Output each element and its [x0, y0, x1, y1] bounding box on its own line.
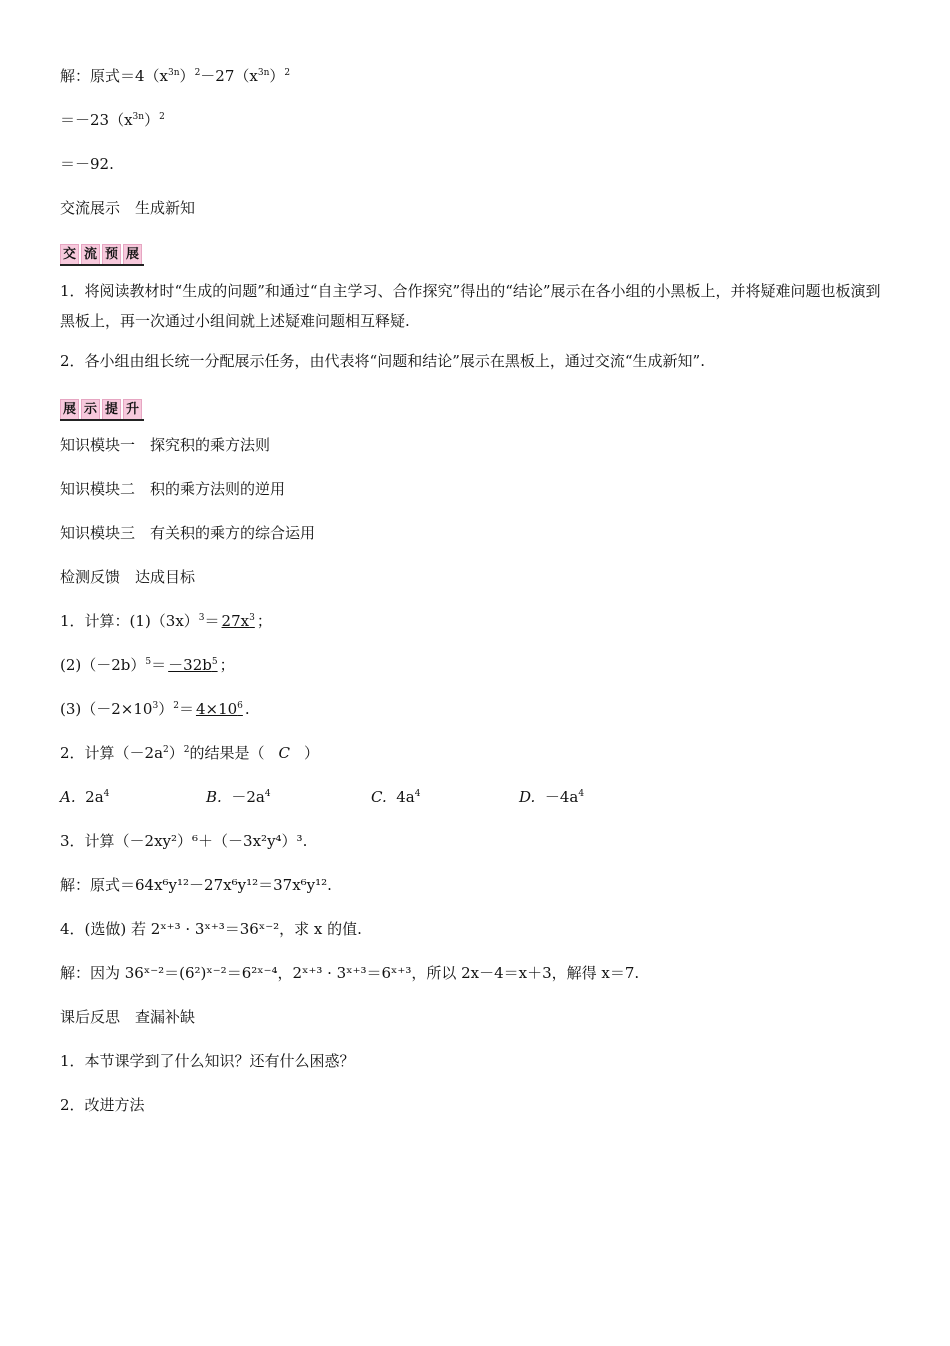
question-4-solution: 解：因为 36ˣ⁻²＝(6²)ˣ⁻²＝6²ˣ⁻⁴，2ˣ⁺³ · 3ˣ⁺³＝6ˣ⁺³，所以 2x－4＝x＋3，解得 x＝7. — [60, 964, 640, 982]
question-1-part-2: $(2)(-2b)^5= -32b^5$ ； — [60, 656, 235, 674]
module-3: 知识模块三 有关积的乘方的综合运用 — [60, 524, 316, 542]
badge-char: 展 — [123, 244, 142, 265]
answer-choice: C — [278, 744, 291, 762]
option-c: C. $4a^4$ — [371, 788, 421, 806]
badge-char: 提 — [102, 399, 121, 420]
badge-char: 交 — [60, 244, 79, 265]
answer-blank: $27x^3$ — [221, 612, 255, 630]
badge-char: 预 — [102, 244, 121, 265]
exchange-item-1: 1．将阅读教材时“生成的问题”和通过“自主学习、合作探究”得出的“结论”展示在各小组的小黑板上，并将疑难问题也板演到黑板上，再一次通过小组间就上述疑难问题相互释疑. — [60, 282, 881, 330]
option-d: D. $-4a^4$ — [519, 788, 585, 806]
answer-blank: $4\times 10^6$ — [195, 700, 243, 718]
module-1: 知识模块一 探究积的乘方法则 — [60, 436, 271, 454]
badge-char: 展 — [60, 399, 79, 420]
option-a: A. $2a^4$ — [60, 788, 110, 806]
section-heading-feedback: 检测反馈 达成目标 — [60, 568, 196, 586]
exchange-item-2: 2．各小组由组长统一分配展示任务，由代表将“问题和结论”展示在黑板上，通过交流“生成新知”. — [60, 352, 705, 370]
module-2: 知识模块二 积的乘方法则的逆用 — [60, 480, 286, 498]
badge-show-improve — [60, 399, 144, 421]
solution-line-3: ＝－92. — [60, 155, 114, 173]
question-1-part-1: 1．计算：$(1)(3x)^3= 27x^3$ ； — [60, 612, 272, 630]
question-2-options — [60, 787, 890, 807]
section-heading-reflect: 课后反思 查漏补缺 — [60, 1008, 196, 1026]
question-3-stem: 3．计算（－2xy²）⁶＋（－3x²y⁴）³. — [60, 832, 308, 850]
badge-char: 升 — [123, 399, 142, 420]
badge-char: 流 — [81, 244, 100, 265]
reflect-item-1: 1．本节课学到了什么知识？还有什么困惑？ — [60, 1052, 355, 1070]
option-b: B. $-2a^4$ — [206, 788, 271, 806]
question-2-stem: 2．计算$(-2a^2)^2$的结果是（ C ） — [60, 744, 320, 762]
question-1-part-3: $(3)(-2\times 10^3)^2= 4\times 10^6$ . — [60, 700, 250, 718]
badge-char: 示 — [81, 399, 100, 420]
solution-line-1: 解：原式$=4(x^{3n})^2-27(x^{3n})^2$ — [60, 67, 291, 85]
question-4-stem: 4．(选做) 若 2ˣ⁺³ · 3ˣ⁺³＝36ˣ⁻²，求 x 的值. — [60, 920, 362, 938]
question-3-solution: 解：原式＝64x⁶y¹²－27x⁶y¹²＝37x⁶y¹². — [60, 876, 332, 894]
reflect-item-2: 2．改进方法 — [60, 1096, 145, 1114]
solution-line-2: $=-23(x^{3n})^2$ — [60, 111, 165, 129]
section-heading-exchange: 交流展示 生成新知 — [60, 199, 196, 217]
answer-blank: $-32b^5$ — [168, 656, 218, 674]
badge-exchange-preview — [60, 244, 144, 266]
